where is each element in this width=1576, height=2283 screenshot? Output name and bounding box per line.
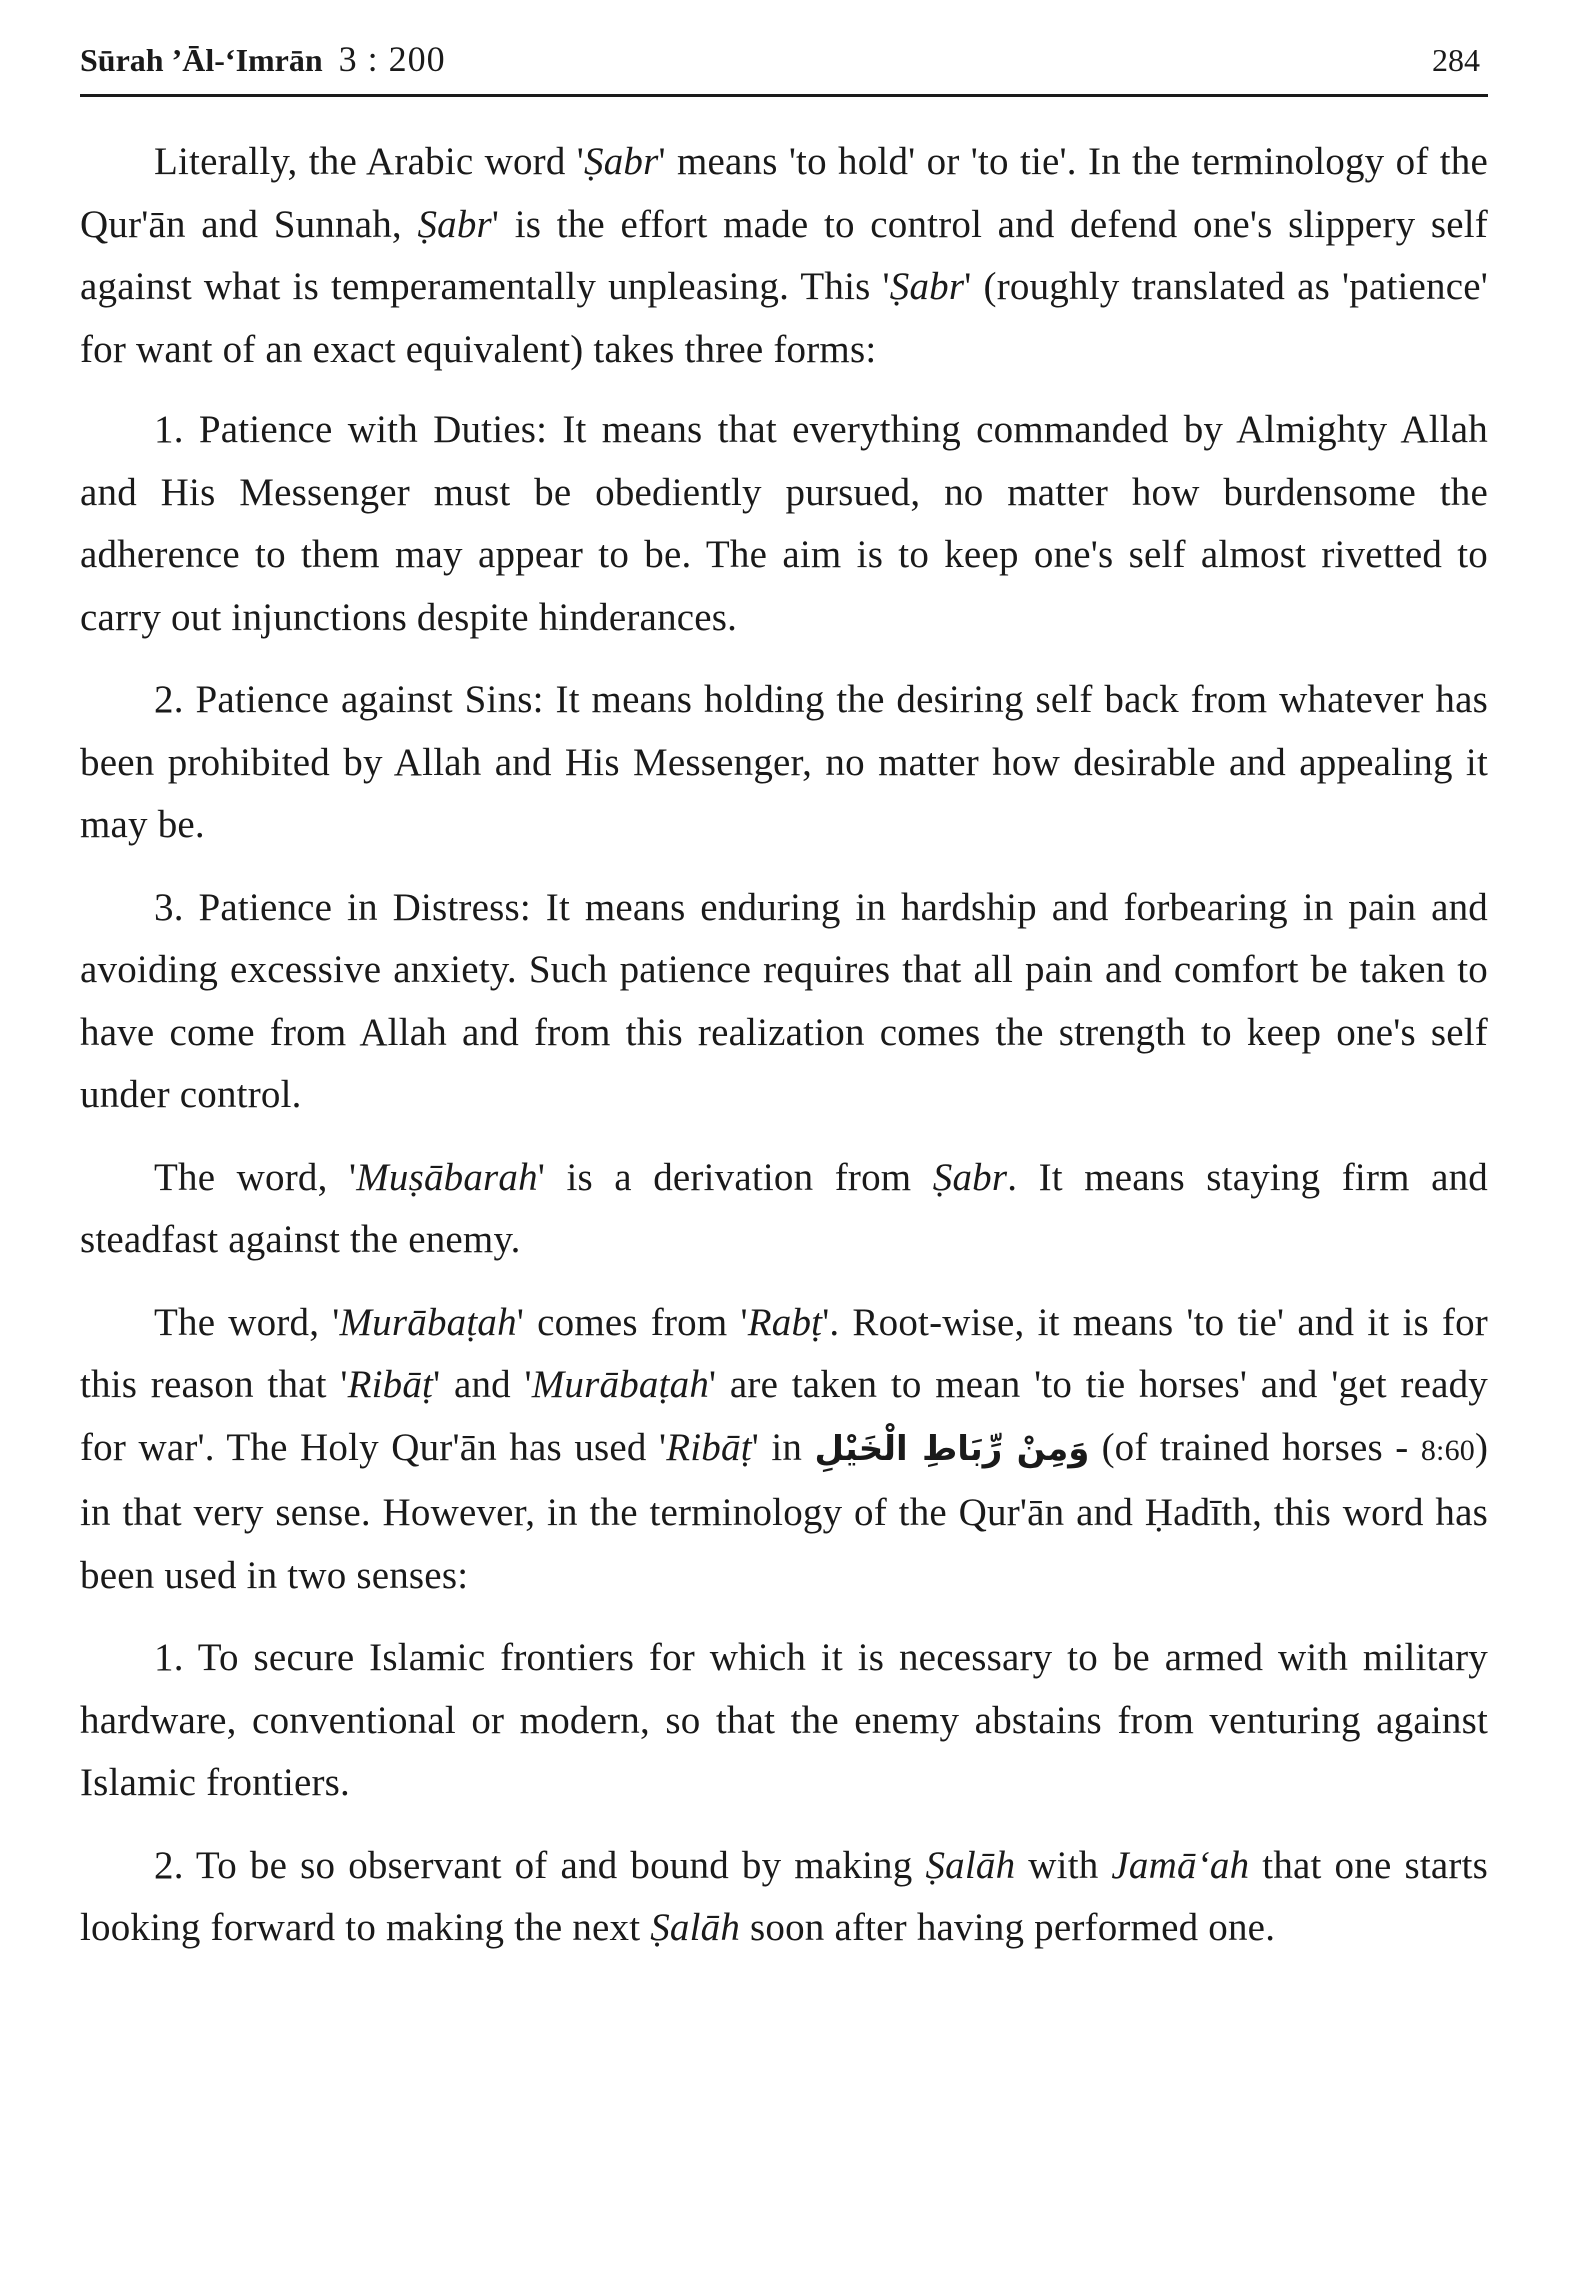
- paragraph: [80, 1627, 1488, 1815]
- text-run: ) in that very sense. However, in the terminology of the Qur'ān and Ḥadīth, this word has been used in two senses:: [80, 1425, 1488, 1597]
- italic-term: Ṣabr: [417, 202, 492, 246]
- surah-title: Sūrah ’Āl-‘Imrān: [80, 42, 323, 78]
- text-run: with: [1015, 1843, 1112, 1887]
- text-run: '. Root-wise, it means 'to tie' and it is for this reason that ': [80, 1300, 1488, 1406]
- text-run: ' in: [751, 1425, 815, 1469]
- paragraph: [80, 1835, 1488, 1960]
- italic-term: Ṣalāh: [925, 1843, 1016, 1887]
- text-run: The word, ': [154, 1155, 357, 1199]
- italic-term: Jamā‘ah: [1111, 1843, 1250, 1887]
- italic-term: Ṣabr: [932, 1155, 1008, 1199]
- italic-term: Ribāṭ: [347, 1363, 434, 1406]
- text-run: ' (roughly translated as 'patience' for want of an exact equivalent) takes three forms:: [80, 265, 1489, 371]
- text-run: 1. Patience with Duties: It means that everything commanded by Almighty Allah and His Messenger must be obediently pursued, no matter how burdensome the adherence to them may appear to be. The aim is to keep one's self almost rivetted to carry out injunctions despite hinderances.: [80, 408, 1488, 639]
- paragraph: [80, 399, 1488, 649]
- text-run: 3. Patience in Distress: It means enduring in hardship and forbearing in pain and avoiding excessive anxiety. Such patience requires that all pain and comfort be taken to have come from Allah and from this realization comes the strength to keep one's self under control.: [80, 885, 1488, 1116]
- paragraph: [80, 669, 1488, 857]
- italic-term: Ribāṭ: [666, 1425, 752, 1469]
- text-run: 2. To be so observant of and bound by making: [154, 1843, 926, 1887]
- text-run: (of trained horses -: [1089, 1425, 1421, 1469]
- italic-term: Rabṭ: [747, 1300, 823, 1344]
- italic-term: Ṣalāh: [650, 1906, 741, 1949]
- text-run: ' means 'to hold' or 'to tie'. In the terminology of the Qur'ān and Sunnah,: [80, 140, 1488, 246]
- text-run: 2. Patience against Sins: It means holding the desiring self back from whatever has been prohibited by Allah and His Messenger, no matter how desirable and appealing it may be.: [80, 678, 1488, 846]
- page-number: 284: [1432, 42, 1480, 78]
- italic-term: Ṣabr: [584, 140, 659, 183]
- text-run: ' comes from ': [516, 1300, 748, 1344]
- paragraph: [80, 1292, 1488, 1608]
- text-run: that one starts looking forward to making the next: [80, 1843, 1488, 1949]
- paragraph: [80, 1147, 1488, 1272]
- page-body: [80, 131, 1488, 1960]
- text-run: ' are taken to mean 'to tie horses' and 'get ready for war'. The Holy Qur'ān has used ': [80, 1363, 1488, 1469]
- text-run: ' is the effort made to control and defend one's slippery self against what is temperamentally unpleasing. This ': [80, 202, 1488, 308]
- paragraph: [80, 131, 1488, 381]
- arabic-phrase: وَمِنْ رِّبَاطِ الْخَيْلِ: [814, 1428, 1090, 1469]
- text-run: . It means staying firm and steadfast against the enemy.: [80, 1155, 1489, 1261]
- text-run: 1. To secure Islamic frontiers for which it is necessary to be armed with military hardware, conventional or modern, so that the enemy abstains from venturing against Islamic frontiers.: [80, 1636, 1488, 1804]
- italic-term: Ṣabr: [889, 265, 965, 308]
- italic-term: Murābaṭah: [339, 1300, 517, 1344]
- text-run: soon after having performed one.: [740, 1906, 1276, 1949]
- italic-term: Muṣābarah: [356, 1155, 538, 1199]
- text-run: ' is a derivation from: [537, 1155, 933, 1199]
- running-header: [80, 38, 1488, 97]
- verse-citation: 8:60: [1420, 1433, 1475, 1467]
- verse-reference: 3 : 200: [338, 39, 446, 79]
- header-left: [80, 38, 446, 80]
- text-run: Literally, the Arabic word ': [154, 140, 585, 183]
- paragraph: [80, 877, 1488, 1127]
- page: [80, 38, 1488, 1980]
- italic-term: Murābaṭah: [531, 1363, 710, 1406]
- text-run: ' and ': [433, 1363, 532, 1406]
- text-run: The word, ': [154, 1300, 340, 1344]
